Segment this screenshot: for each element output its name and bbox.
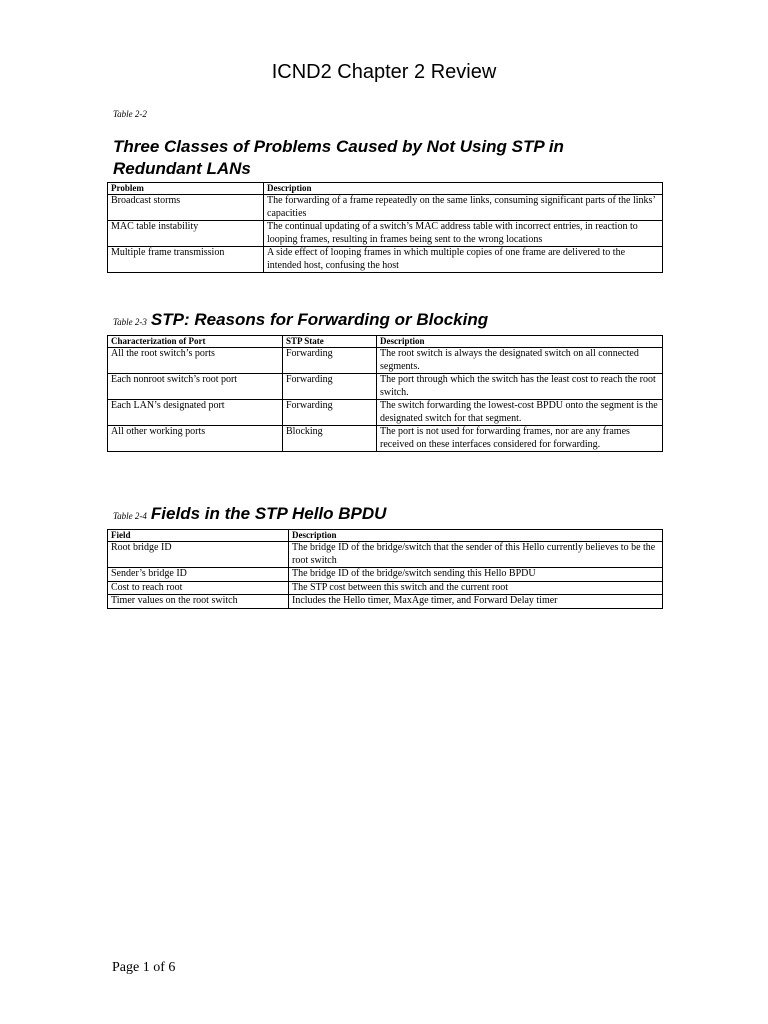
table-2-3 [107, 335, 663, 452]
table-row [108, 581, 663, 595]
table-cell: The forwarding of a frame repeatedly on the same links, consuming significant parts of the links’ capacities [264, 195, 663, 221]
table-cell: The bridge ID of the bridge/switch sending this Hello BPDU [289, 568, 663, 582]
table-2-3-caption: Table 2-3 [113, 317, 147, 327]
table-row [108, 400, 663, 426]
table-2-4-title-line [113, 504, 386, 524]
table-cell: Multiple frame transmission [108, 247, 264, 273]
column-header: Description [264, 183, 663, 195]
column-header: Characterization of Port [108, 336, 283, 348]
table-row [108, 374, 663, 400]
table-row [108, 195, 663, 221]
table-cell: A side effect of looping frames in which multiple copies of one frame are delivered to the intended host, confusing the host [264, 247, 663, 273]
table-cell: Forwarding [283, 348, 377, 374]
table-2-2 [107, 182, 663, 273]
column-header: Description [289, 530, 663, 542]
table-cell: Each LAN’s designated port [108, 400, 283, 426]
table-cell: The switch forwarding the lowest-cost BPDU onto the segment is the designated switch for that segment. [377, 400, 663, 426]
table-cell: Each nonroot switch’s root port [108, 374, 283, 400]
table-cell: All the root switch’s ports [108, 348, 283, 374]
table-cell: The port is not used for forwarding frames, nor are any frames received on these interfaces considered for forwarding. [377, 426, 663, 452]
table-cell: Root bridge ID [108, 542, 289, 568]
table-cell: All other working ports [108, 426, 283, 452]
table-2-2-heading: Three Classes of Problems Caused by Not Using STP in Redundant LANs [113, 137, 564, 178]
table-row [108, 542, 663, 568]
table-cell: Forwarding [283, 400, 377, 426]
page-number: Page 1 of 6 [112, 960, 176, 975]
table-cell: MAC table instability [108, 221, 264, 247]
column-header: STP State [283, 336, 377, 348]
table-2-4 [107, 529, 663, 609]
table-row [108, 426, 663, 452]
table-cell: Sender’s bridge ID [108, 568, 289, 582]
table-cell: Forwarding [283, 374, 377, 400]
table-cell: Cost to reach root [108, 581, 289, 595]
table-2-4-caption: Table 2-4 [113, 511, 147, 521]
table-header-row [108, 530, 663, 542]
page-title: ICND2 Chapter 2 Review [271, 61, 497, 83]
column-header: Problem [108, 183, 264, 195]
table-row [108, 348, 663, 374]
column-header: Field [108, 530, 289, 542]
table-2-3-heading: STP: Reasons for Forwarding or Blocking [150, 310, 489, 329]
table-cell: The STP cost between this switch and the current root [289, 581, 663, 595]
table-cell: Blocking [283, 426, 377, 452]
table-cell: Broadcast storms [108, 195, 264, 221]
table-row [108, 247, 663, 273]
table-cell: Timer values on the root switch [108, 595, 289, 609]
column-header: Description [377, 336, 663, 348]
table-header-row [108, 336, 663, 348]
table-row [108, 221, 663, 247]
table-2-4-heading: Fields in the STP Hello BPDU [150, 504, 387, 523]
table-2-3-title-line [113, 310, 488, 330]
table-cell: The root switch is always the designated switch on all connected segments. [377, 348, 663, 374]
table-cell: The port through which the switch has the least cost to reach the root switch. [377, 374, 663, 400]
table-cell: The continual updating of a switch’s MAC address table with incorrect entries, in reaction to looping frames, resulting in frames being sent to the wrong locations [264, 221, 663, 247]
table-header-row [108, 183, 663, 195]
table-row [108, 595, 663, 609]
table-row [108, 568, 663, 582]
table-cell: The bridge ID of the bridge/switch that the sender of this Hello currently believes to be the root switch [289, 542, 663, 568]
table-2-2-caption: Table 2-2 [113, 109, 147, 119]
table-cell: Includes the Hello timer, MaxAge timer, and Forward Delay timer [289, 595, 663, 609]
